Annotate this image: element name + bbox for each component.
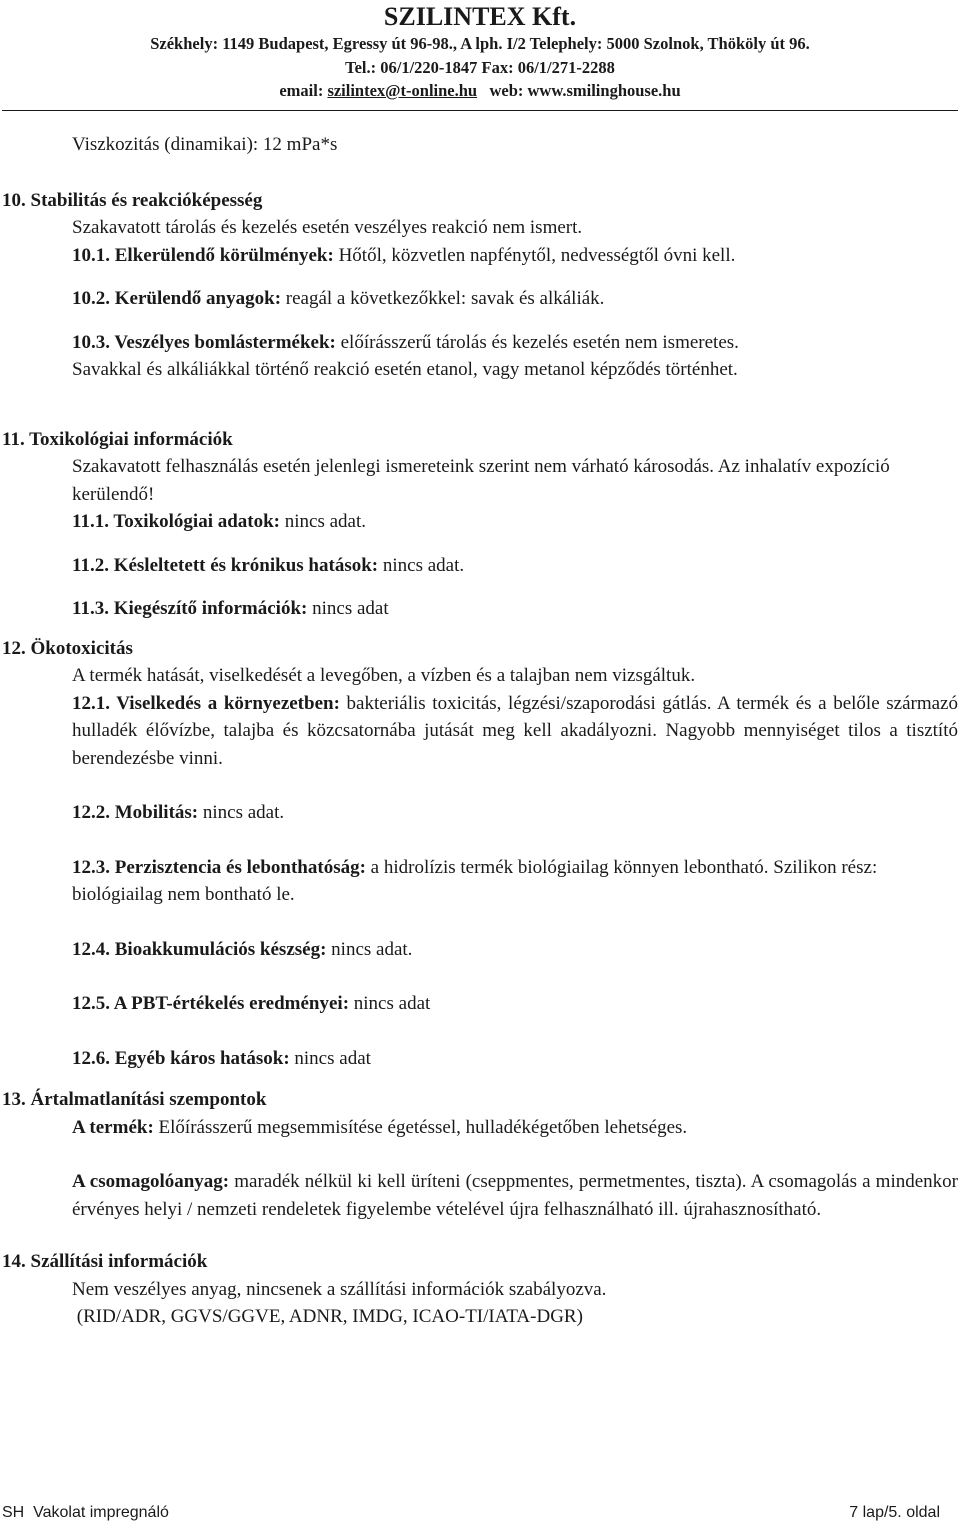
page-footer	[2, 1503, 940, 1523]
web-label: web:	[489, 81, 524, 100]
section-10-1-text: Hőtől, közvetlen napfénytől, nedvességtől óvni kell.	[333, 244, 736, 266]
section-14-title: 14. Szállítási információk	[2, 1251, 208, 1272]
section-13-product	[0, 1114, 960, 1142]
section-12-5-text: nincs adat	[349, 993, 431, 1014]
section-11-1-text: nincs adat.	[280, 511, 367, 532]
section-14-codes: (RID/ADR, GGVS/GGVE, ADNR, IMDG, ICAO-TI/IATA-DGR)	[72, 1306, 583, 1327]
section-12-4-label: 12.4. Bioakkumulációs készség:	[72, 938, 327, 960]
section-11-title: 11. Toxikológiai információk	[2, 428, 233, 450]
section-11-2-text: nincs adat.	[378, 554, 465, 576]
document-body	[0, 131, 960, 1331]
letterhead	[0, 2, 960, 103]
section-11-3-label: 11.3. Kiegészítő információk:	[72, 598, 308, 619]
viscosity-line: Viszkozitás (dinamikai): 12 mPa*s	[72, 134, 338, 155]
section-14-text: Nem veszélyes anyag, nincsenek a szállítási információk szabályozva.	[72, 1278, 607, 1300]
section-12-6	[0, 1045, 960, 1073]
section-10-2	[0, 285, 960, 313]
section-12-1-text: bakteriális toxicitás, légzési/szaporodási gátlás. A termék és a belőle származó hulladék élővízbe, talajba és közcsatornába jutását meg kell akadályozni. Nagyobb mennyiséget tilos a tisztító berendezésbe vinni.	[72, 692, 958, 769]
section-13-product-text: Előírásszerű megsemmisítése égetéssel, hulladékégetőben lehetséges.	[153, 1116, 688, 1138]
section-11-1	[0, 508, 960, 536]
section-11-text: Szakavatott felhasználás esetén jelenlegi ismereteink szerint nem várható károsodás. Az inhalatív expozíció kerülendő!	[72, 456, 890, 505]
section-12-1-label: 12.1. Viselkedés a környezetben:	[72, 692, 340, 714]
section-12-2-text: nincs adat.	[198, 802, 285, 823]
section-12-2-label: 12.2. Mobilitás:	[72, 802, 199, 823]
section-12-title: 12. Ökotoxicitás	[2, 637, 133, 659]
section-12-5-label: 12.5. A PBT-értékelés eredményei:	[72, 993, 350, 1014]
section-10-title: 10. Stabilitás és reakcióképesség	[2, 189, 263, 211]
email-link[interactable]: szilintex@t-online.hu	[327, 81, 478, 100]
footer-page-number: 7 lap/5. oldal	[849, 1504, 940, 1521]
company-phone-fax: Tel.: 06/1/220-1847 Fax: 06/1/271-2288	[345, 57, 615, 77]
section-12-3-label: 12.3. Perzisztencia és lebonthatóság:	[72, 856, 366, 878]
section-10-3-extra: Savakkal és alkáliákkal történő reakció esetén etanol, vagy metanol képződés történhet.	[72, 359, 738, 380]
section-12-4-text: nincs adat.	[326, 938, 413, 960]
section-12-3	[0, 854, 960, 909]
section-12-3-text: a hidrolízis termék biológiailag könnyen lebontható. Szilikon rész: biológiailag nem bontható le.	[72, 856, 878, 905]
section-10-3-label: 10.3. Veszélyes bomlástermékek:	[72, 331, 336, 353]
section-13-packaging-label: A csomagolóanyag:	[72, 1171, 230, 1192]
section-13-packaging-text: maradék nélkül ki kell üríteni (cseppmentes, permetmentes, tiszta). A csomagolás a mindenkor érvényes helyi / nemzeti rendeletek figyelembe vételével újra felhasználható ill. újrahasznosítható.	[72, 1171, 958, 1220]
section-12-1	[0, 690, 960, 773]
section-12-text: A termék hatását, viselkedését a levegőben, a vízben és a talajban nem vizsgáltuk.	[72, 665, 696, 686]
section-11-1-label: 11.1. Toxikológiai adatok:	[72, 511, 281, 532]
footer-product: SH Vakolat impregnáló	[2, 1504, 169, 1521]
section-12-2	[0, 799, 960, 827]
section-12-6-label: 12.6. Egyéb káros hatások:	[72, 1047, 290, 1069]
section-11-2	[0, 552, 960, 580]
section-10-1-label: 10.1. Elkerülendő körülmények:	[72, 244, 334, 266]
section-13-title: 13. Ártalmatlanítási szempontok	[2, 1089, 267, 1110]
section-13-product-label: A termék:	[72, 1116, 154, 1138]
section-12-4	[0, 936, 960, 964]
web-address: www.smilinghouse.hu	[527, 81, 681, 100]
section-10-2-text: reagál a következőkkel: savak és alkáliák.	[281, 288, 605, 309]
section-10-3	[0, 329, 960, 357]
section-11-2-label: 11.2. Késleltetett és krónikus hatások:	[72, 554, 379, 576]
company-address: Székhely: 1149 Budapest, Egressy út 96-98., A lph. I/2 Telephely: 5000 Szolnok, Thököly út 96.	[150, 34, 810, 53]
section-11-3-text: nincs adat	[307, 598, 389, 619]
company-name: SZILINTEX Kft.	[383, 2, 577, 31]
section-10-1	[0, 242, 960, 270]
section-10-3-text: előírásszerű tárolás és kezelés esetén nem ismeretes.	[335, 331, 739, 353]
section-12-6-text: nincs adat	[289, 1047, 371, 1069]
section-13-packaging	[0, 1168, 960, 1223]
section-12-5	[0, 990, 960, 1018]
section-11-3	[0, 595, 960, 623]
email-label: email:	[279, 81, 324, 100]
section-10-2-label: 10.2. Kerülendő anyagok:	[72, 288, 282, 309]
section-10-text: Szakavatott tárolás és kezelés esetén veszélyes reakció nem ismert.	[72, 217, 583, 238]
company-contact-line	[0, 79, 960, 103]
header-divider	[2, 110, 958, 111]
